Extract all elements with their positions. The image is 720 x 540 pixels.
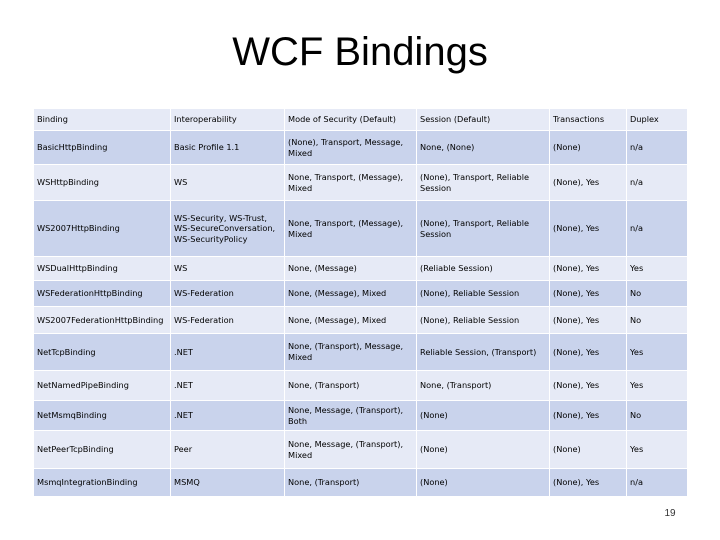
table-cell: (None) bbox=[417, 431, 550, 469]
table-cell: (None), Yes bbox=[550, 371, 627, 401]
table-cell: MsmqIntegrationBinding bbox=[34, 469, 171, 497]
table-cell: n/a bbox=[627, 201, 688, 257]
header-cell: Transactions bbox=[550, 109, 627, 131]
bindings-table bbox=[33, 108, 688, 497]
header-cell: Mode of Security (Default) bbox=[285, 109, 417, 131]
table-row bbox=[34, 281, 688, 307]
table-cell: (None), Yes bbox=[550, 334, 627, 371]
table-row bbox=[34, 131, 688, 165]
table-cell: None, Message, (Transport), Mixed bbox=[285, 431, 417, 469]
table-cell: No bbox=[627, 401, 688, 431]
header-cell: Binding bbox=[34, 109, 171, 131]
table-row bbox=[34, 431, 688, 469]
table-cell: None, Message, (Transport), Both bbox=[285, 401, 417, 431]
table-cell: (Reliable Session) bbox=[417, 257, 550, 281]
header-cell: Session (Default) bbox=[417, 109, 550, 131]
table-header-row bbox=[34, 109, 688, 131]
table-cell: Basic Profile 1.1 bbox=[171, 131, 285, 165]
table-row bbox=[34, 165, 688, 201]
table-cell: WS-Federation bbox=[171, 307, 285, 334]
table-cell: None, (Transport) bbox=[417, 371, 550, 401]
table-row bbox=[34, 201, 688, 257]
table-cell: NetPeerTcpBinding bbox=[34, 431, 171, 469]
table-cell: (None) bbox=[550, 131, 627, 165]
table-cell: WSDualHttpBinding bbox=[34, 257, 171, 281]
table-cell: WSFederationHttpBinding bbox=[34, 281, 171, 307]
table-cell: (None) bbox=[417, 401, 550, 431]
table-cell: WS bbox=[171, 257, 285, 281]
table-cell: NetMsmqBinding bbox=[34, 401, 171, 431]
table-cell: (None), Yes bbox=[550, 281, 627, 307]
table-cell: BasicHttpBinding bbox=[34, 131, 171, 165]
table-cell: Yes bbox=[627, 334, 688, 371]
table-cell: None, Transport, (Message), Mixed bbox=[285, 165, 417, 201]
table-cell: None, (Message) bbox=[285, 257, 417, 281]
table-cell: (None), Yes bbox=[550, 201, 627, 257]
table-cell: (None) bbox=[417, 469, 550, 497]
table-cell: None, (Message), Mixed bbox=[285, 307, 417, 334]
page-number: 19 bbox=[664, 508, 676, 519]
table-cell: (None), Yes bbox=[550, 165, 627, 201]
table-cell: Reliable Session, (Transport) bbox=[417, 334, 550, 371]
table-cell: NetTcpBinding bbox=[34, 334, 171, 371]
header-cell: Duplex bbox=[627, 109, 688, 131]
table-cell: (None) bbox=[550, 431, 627, 469]
table-cell: Yes bbox=[627, 371, 688, 401]
table-row bbox=[34, 401, 688, 431]
table-cell: WSHttpBinding bbox=[34, 165, 171, 201]
table-cell: Yes bbox=[627, 431, 688, 469]
table-cell: NetNamedPipeBinding bbox=[34, 371, 171, 401]
slide-title: WCF Bindings bbox=[232, 30, 488, 74]
table-cell: None, (Message), Mixed bbox=[285, 281, 417, 307]
table-cell: Yes bbox=[627, 257, 688, 281]
table-cell: .NET bbox=[171, 371, 285, 401]
table-cell: (None), Yes bbox=[550, 257, 627, 281]
table-cell: (None), Transport, Message, Mixed bbox=[285, 131, 417, 165]
table-cell: .NET bbox=[171, 334, 285, 371]
header-cell: Interoperability bbox=[171, 109, 285, 131]
table-cell: (None), Transport, Reliable Session bbox=[417, 165, 550, 201]
table-cell: WS-Federation bbox=[171, 281, 285, 307]
table-cell: (None), Yes bbox=[550, 401, 627, 431]
table-cell: WS2007HttpBinding bbox=[34, 201, 171, 257]
table-cell: (None), Reliable Session bbox=[417, 307, 550, 334]
table-row bbox=[34, 307, 688, 334]
table-cell: Peer bbox=[171, 431, 285, 469]
table-cell: No bbox=[627, 281, 688, 307]
table-cell: n/a bbox=[627, 165, 688, 201]
table-row bbox=[34, 334, 688, 371]
table-row bbox=[34, 371, 688, 401]
table-row bbox=[34, 257, 688, 281]
table-cell: MSMQ bbox=[171, 469, 285, 497]
table-cell: WS bbox=[171, 165, 285, 201]
table-cell: WS2007FederationHttpBinding bbox=[34, 307, 171, 334]
table-cell: None, (None) bbox=[417, 131, 550, 165]
table-cell: WS-Security, WS-Trust, WS-SecureConversation, WS-SecurityPolicy bbox=[171, 201, 285, 257]
table-cell: None, (Transport) bbox=[285, 371, 417, 401]
table-cell: .NET bbox=[171, 401, 285, 431]
table-cell: No bbox=[627, 307, 688, 334]
table-cell: (None), Yes bbox=[550, 307, 627, 334]
table-cell: None, (Transport) bbox=[285, 469, 417, 497]
table-cell: n/a bbox=[627, 469, 688, 497]
table-cell: (None), Yes bbox=[550, 469, 627, 497]
table-cell: n/a bbox=[627, 131, 688, 165]
table-row bbox=[34, 469, 688, 497]
table-cell: None, (Transport), Message, Mixed bbox=[285, 334, 417, 371]
table-cell: (None), Transport, Reliable Session bbox=[417, 201, 550, 257]
table-cell: (None), Reliable Session bbox=[417, 281, 550, 307]
table-cell: None, Transport, (Message), Mixed bbox=[285, 201, 417, 257]
